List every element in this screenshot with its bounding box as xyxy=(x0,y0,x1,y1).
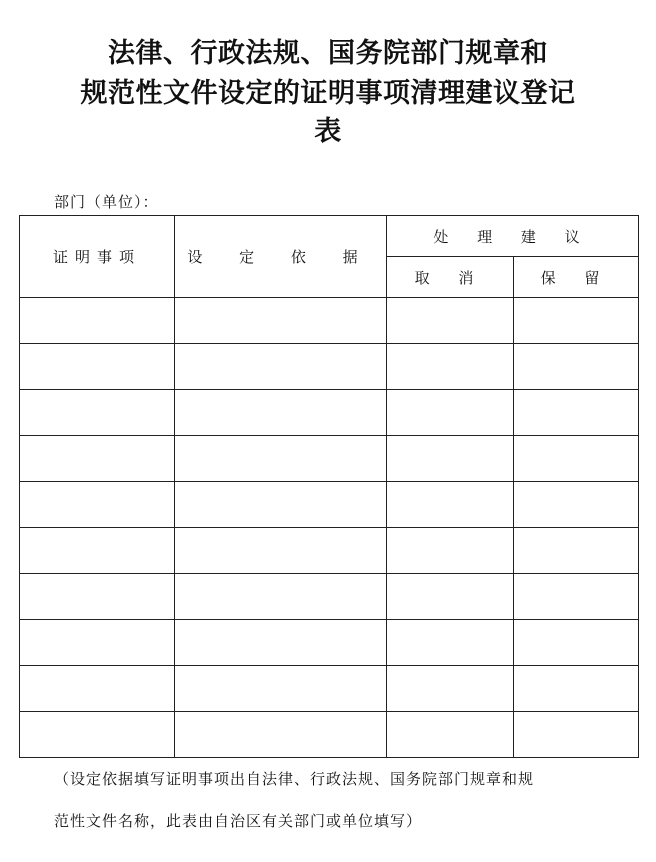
cell-keep[interactable] xyxy=(514,528,639,574)
cell-legal-basis[interactable] xyxy=(175,712,387,758)
header-keep xyxy=(514,257,639,298)
cell-legal-basis[interactable] xyxy=(175,344,387,390)
cell-cancel[interactable] xyxy=(387,344,514,390)
table-row xyxy=(20,482,639,528)
header-certification-item xyxy=(20,216,175,298)
header-cancel-label: 取 消 xyxy=(414,268,486,287)
cell-keep[interactable] xyxy=(514,298,639,344)
table-row xyxy=(20,298,639,344)
cell-certification-item[interactable] xyxy=(20,390,175,436)
page-title-line-3: 表 xyxy=(314,116,342,147)
cell-certification-item[interactable] xyxy=(20,620,175,666)
table-row xyxy=(20,666,639,712)
header-keep-label: 保 留 xyxy=(540,268,612,287)
cell-legal-basis[interactable] xyxy=(175,298,387,344)
cell-cancel[interactable] xyxy=(387,298,514,344)
cell-certification-item[interactable] xyxy=(20,528,175,574)
cell-legal-basis[interactable] xyxy=(175,620,387,666)
cell-cancel[interactable] xyxy=(387,712,514,758)
cell-cancel[interactable] xyxy=(387,436,514,482)
footnote-line-2: 范性文件名称，此表由自治区有关部门或单位填写） xyxy=(54,812,423,830)
header-legal-basis-label: 设 定 依 据 xyxy=(187,248,374,266)
cell-legal-basis[interactable] xyxy=(175,574,387,620)
cell-cancel[interactable] xyxy=(387,574,514,620)
page-title-line-1: 法律、行政法规、国务院部门规章和 xyxy=(108,38,548,69)
header-suggestion-label: 处 理 建 议 xyxy=(433,227,592,246)
table-row xyxy=(20,436,639,482)
cell-keep[interactable] xyxy=(514,436,639,482)
cell-keep[interactable] xyxy=(514,344,639,390)
header-certification-item-label: 证明事项 xyxy=(52,248,141,266)
cell-legal-basis[interactable] xyxy=(175,390,387,436)
table-row xyxy=(20,390,639,436)
cell-certification-item[interactable] xyxy=(20,574,175,620)
header-suggestion xyxy=(387,216,639,257)
cell-legal-basis[interactable] xyxy=(175,528,387,574)
cell-keep[interactable] xyxy=(514,482,639,528)
footnote-line-1: （设定依据填写证明事项出自法律、行政法规、国务院部门规章和规 xyxy=(54,770,535,788)
cell-certification-item[interactable] xyxy=(20,436,175,482)
cell-keep[interactable] xyxy=(514,712,639,758)
cell-legal-basis[interactable] xyxy=(175,666,387,712)
department-label: 部门（单位）： xyxy=(54,193,159,211)
cell-keep[interactable] xyxy=(514,666,639,712)
table-row xyxy=(20,344,639,390)
cell-certification-item[interactable] xyxy=(20,712,175,758)
page-title-line-2: 规范性文件设定的证明事项清理建议登记 xyxy=(80,78,576,109)
cell-cancel[interactable] xyxy=(387,482,514,528)
cell-keep[interactable] xyxy=(514,574,639,620)
cell-keep[interactable] xyxy=(514,620,639,666)
cell-certification-item[interactable] xyxy=(20,298,175,344)
cell-cancel[interactable] xyxy=(387,528,514,574)
table-row xyxy=(20,528,639,574)
table-row xyxy=(20,620,639,666)
header-cancel xyxy=(387,257,514,298)
cell-certification-item[interactable] xyxy=(20,666,175,712)
cell-legal-basis[interactable] xyxy=(175,482,387,528)
cell-certification-item[interactable] xyxy=(20,344,175,390)
cell-certification-item[interactable] xyxy=(20,482,175,528)
table-body xyxy=(20,298,639,758)
cell-cancel[interactable] xyxy=(387,620,514,666)
cell-keep[interactable] xyxy=(514,390,639,436)
cell-cancel[interactable] xyxy=(387,666,514,712)
cell-legal-basis[interactable] xyxy=(175,436,387,482)
table-row xyxy=(20,574,639,620)
table-row xyxy=(20,712,639,758)
registration-table xyxy=(19,215,639,758)
cell-cancel[interactable] xyxy=(387,390,514,436)
header-legal-basis xyxy=(175,216,387,298)
